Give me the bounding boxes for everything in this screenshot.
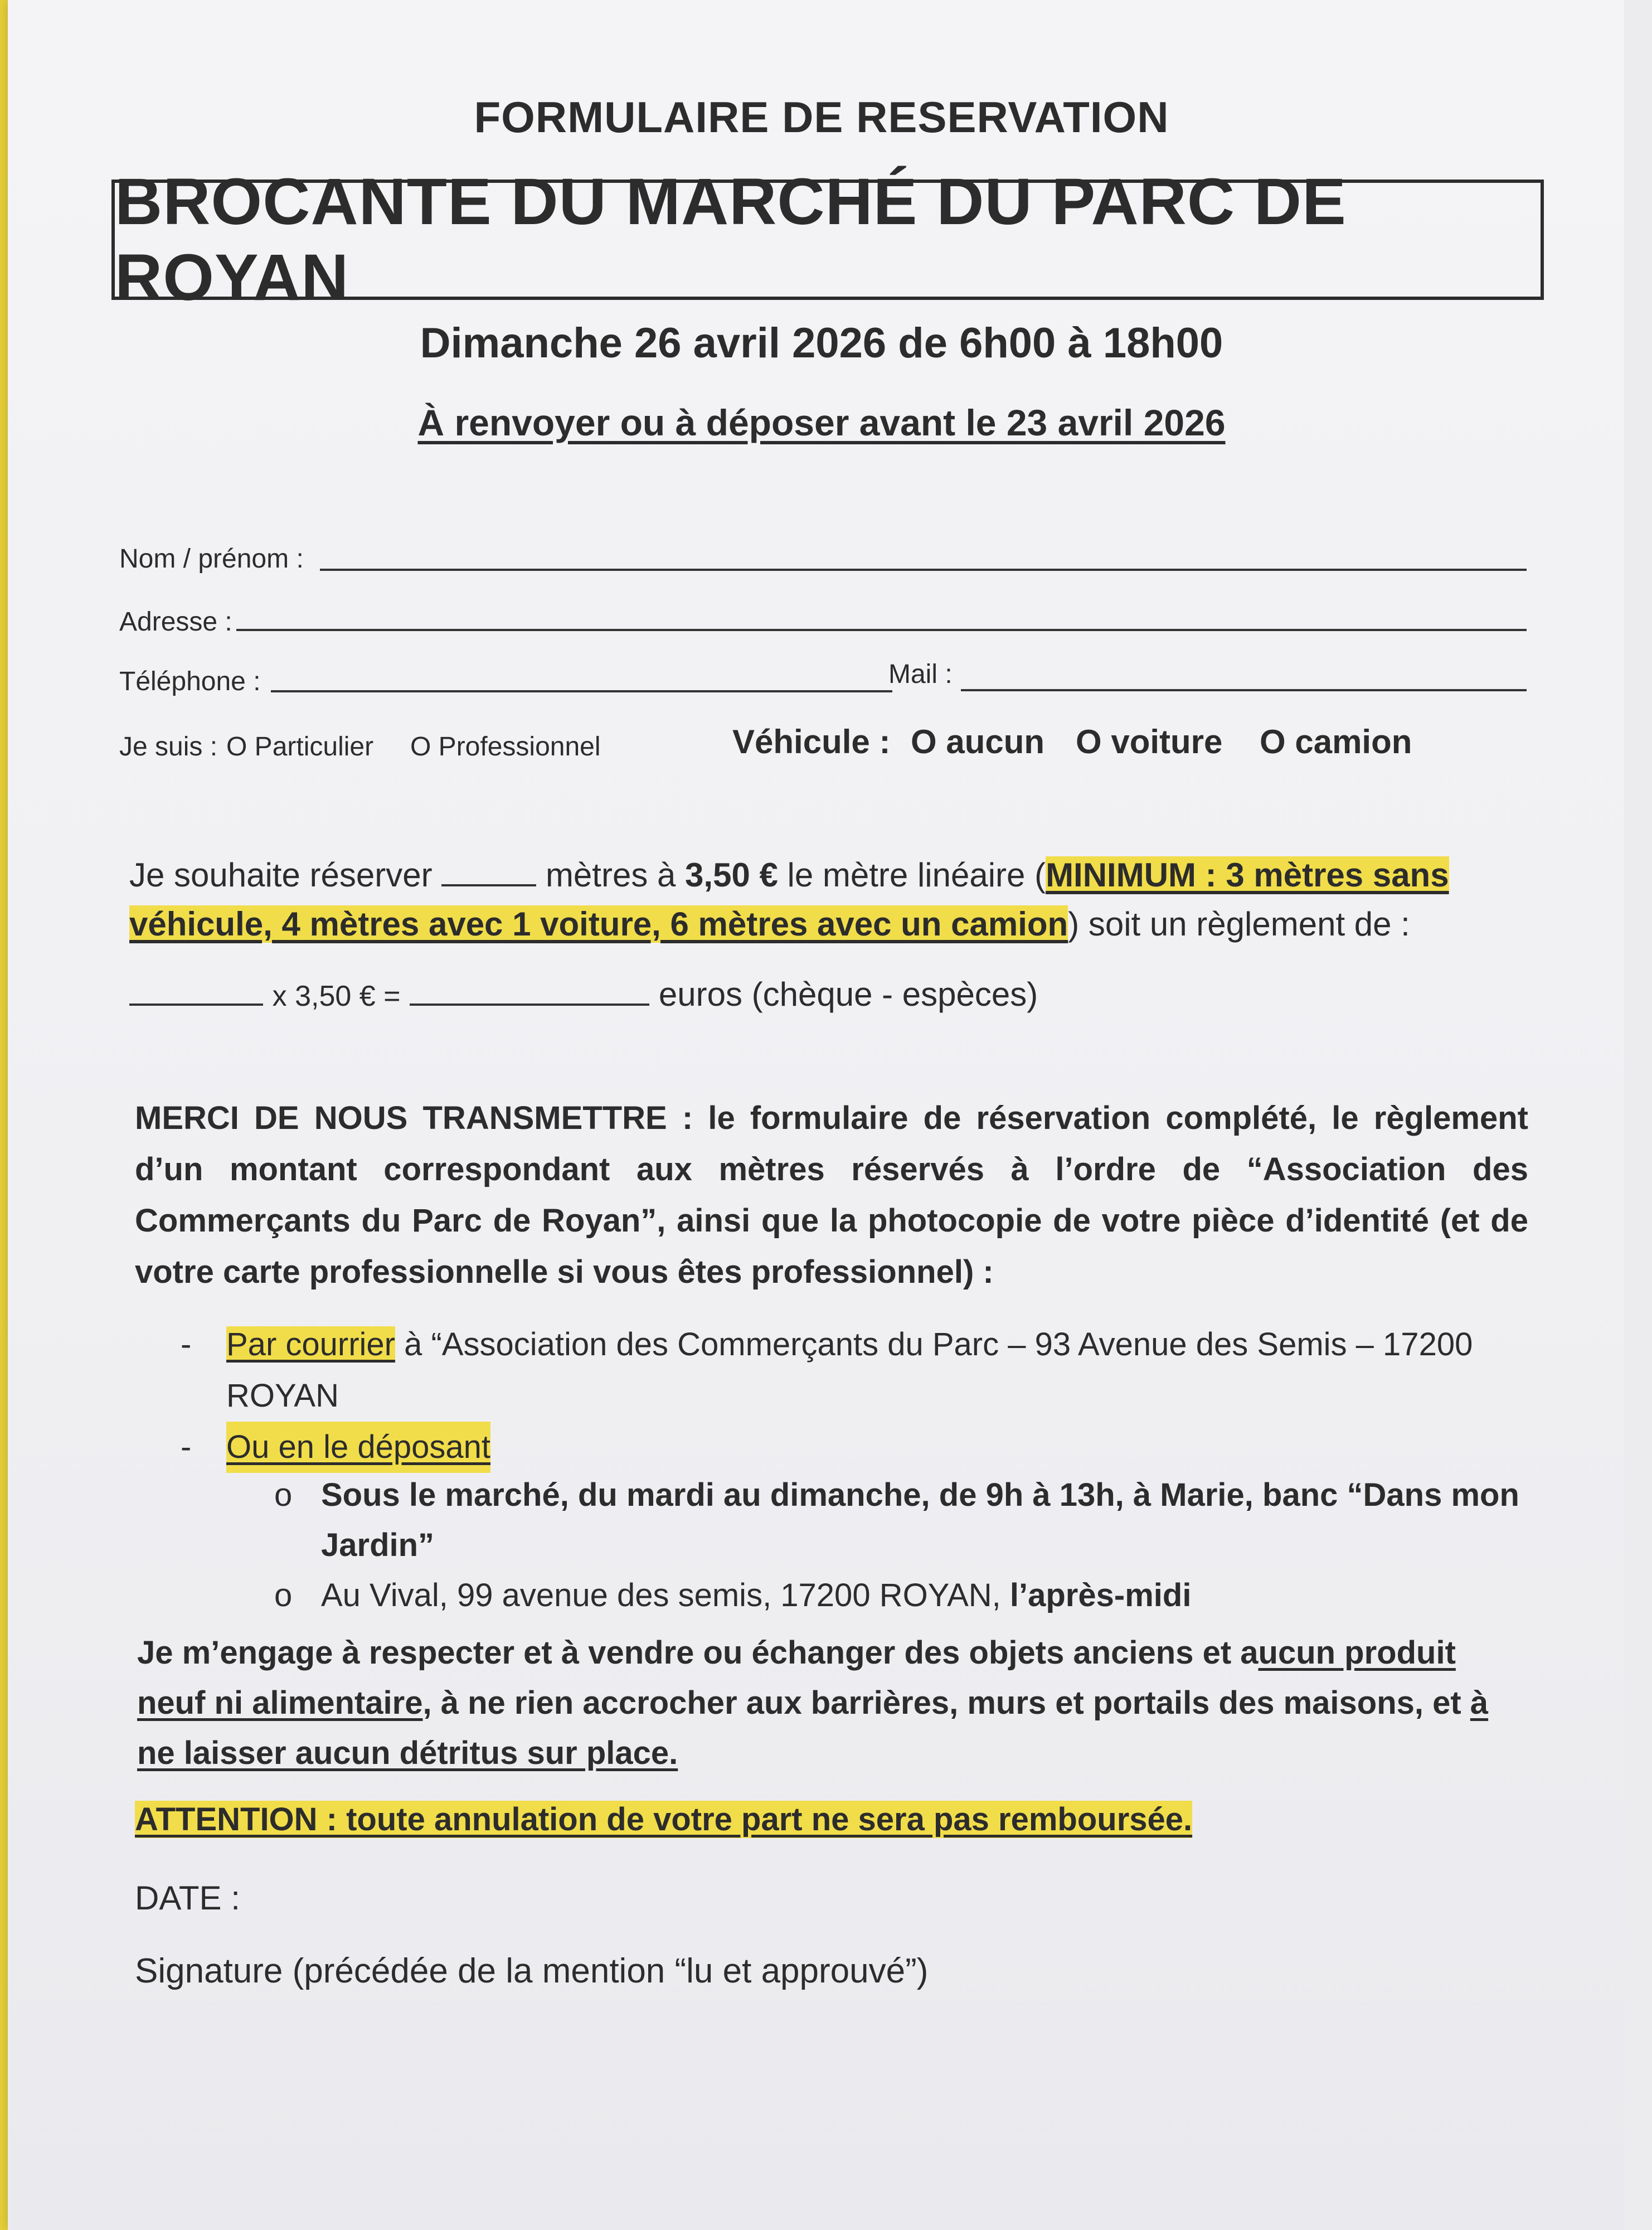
depot-label: Ou en le déposant [226, 1422, 490, 1473]
sub-bullet-marker-1: o [274, 1477, 293, 1513]
calc-total-field[interactable] [410, 1000, 649, 1006]
bullet-dash-courrier: - [181, 1326, 192, 1363]
status-option-particulier[interactable]: O Particulier [226, 732, 374, 762]
vehicle-option-voiture[interactable]: O voiture [1076, 723, 1223, 760]
calc-meters-field[interactable] [129, 1000, 263, 1006]
event-title-box [111, 165, 1544, 314]
sub-item-marche-line1: Sous le marché, du mardi au dimanche, de 9h à 13h, à Marie, banc “Dans mon [321, 1477, 1519, 1513]
attention-notice: ATTENTION : toute annulation de votre part ne sera pas remboursée. [135, 1801, 1193, 1838]
address-label: Adresse : [119, 607, 232, 637]
engage-part4: à ne laisser aucun détritus sur place. [137, 1685, 1489, 1771]
courrier-text: à “Association des Commerçants du Parc – 93 Avenue des Semis – 17200 [404, 1326, 1473, 1363]
merci-text: le formulaire de réservation complété, le règlement d’un montant correspondant aux mètres réservés à l’ordre de “Association des Commerçants du Parc de Royan”, ainsi que la photocopie de votre pièce d’identité (et de votre carte professionnelle si vous êtes professionnel) : [135, 1100, 1528, 1290]
name-label: Nom / prénom : [119, 544, 304, 574]
reserve-text-2: mètres à [545, 856, 676, 894]
vehicle-option-camion[interactable]: O camion [1260, 723, 1412, 760]
merci-paragraph [135, 1093, 1528, 1298]
courrier-label: Par courrier [226, 1326, 395, 1363]
deadline-notice: À renvoyer ou à déposer avant le 23 avril 2026 [417, 402, 1226, 443]
merci-lead: MERCI DE NOUS TRANSMETTRE : [135, 1100, 693, 1136]
vehicle-option-aucun[interactable]: O aucun [911, 723, 1045, 760]
form-sheet [8, 0, 1635, 2230]
address-field[interactable] [236, 629, 1527, 631]
bullet-dash-depot: - [181, 1429, 192, 1465]
name-field[interactable] [320, 569, 1527, 571]
signature-label: Signature (précédée de la mention “lu et approuvé”) [135, 1952, 929, 1990]
sub-item-marche-line2: Jardin” [321, 1527, 435, 1563]
vival-time: l’après-midi [1009, 1577, 1192, 1613]
vehicle-label: Véhicule : [732, 723, 891, 760]
mail-label: Mail : [888, 660, 953, 689]
mail-field[interactable] [961, 689, 1527, 691]
vival-address: Au Vival, 99 avenue des semis, 17200 ROYAN, [321, 1577, 1001, 1613]
sub-bullet-marker-2: o [274, 1577, 293, 1613]
calc-payment-mode: euros (chèque - espèces) [658, 976, 1038, 1013]
engage-part1: Je m’engage à respecter et à vendre ou échanger des objets anciens et a [137, 1635, 1259, 1671]
calc-multiplier: x 3,50 € = [272, 980, 401, 1012]
reserve-text-4: ) soit un règlement de : [1068, 905, 1410, 943]
list-item-courrier [226, 1319, 1542, 1370]
date-label: DATE : [135, 1879, 240, 1917]
engage-part2: ucun produit neuf ni alimentaire [137, 1635, 1456, 1721]
status-label: Je suis : [119, 732, 218, 762]
form-title: FORMULAIRE DE RESERVATION [474, 93, 1169, 142]
price-per-meter: 3,50 € [685, 856, 778, 894]
meters-field[interactable] [441, 881, 536, 886]
reserve-text-1: Je souhaite réserver [129, 856, 433, 894]
phone-label: Téléphone : [119, 667, 261, 696]
status-option-professionnel[interactable]: O Professionnel [410, 732, 601, 762]
minimum-notice-2: véhicule, 4 mètres avec 1 voiture, 6 mètres avec un camion [129, 905, 1068, 943]
phone-field[interactable] [271, 690, 892, 692]
engage-part3: , à ne rien accrocher aux barrières, murs et portails des maisons, et [422, 1685, 1461, 1721]
reserve-text-3: le mètre linéaire ( [787, 856, 1046, 894]
event-date: Dimanche 26 avril 2026 de 6h00 à 18h00 [420, 319, 1223, 367]
reservation-paragraph [129, 851, 1534, 949]
minimum-notice-1: MINIMUM : 3 mètres sans [1046, 856, 1449, 894]
courrier-city: ROYAN [226, 1378, 339, 1414]
event-title: BROCANTE DU MARCHÉ DU PARC DE ROYAN [115, 165, 1347, 314]
sub-item-vival [321, 1570, 1191, 1621]
engagement-paragraph [137, 1628, 1530, 1778]
calculation-line [129, 970, 1038, 1021]
